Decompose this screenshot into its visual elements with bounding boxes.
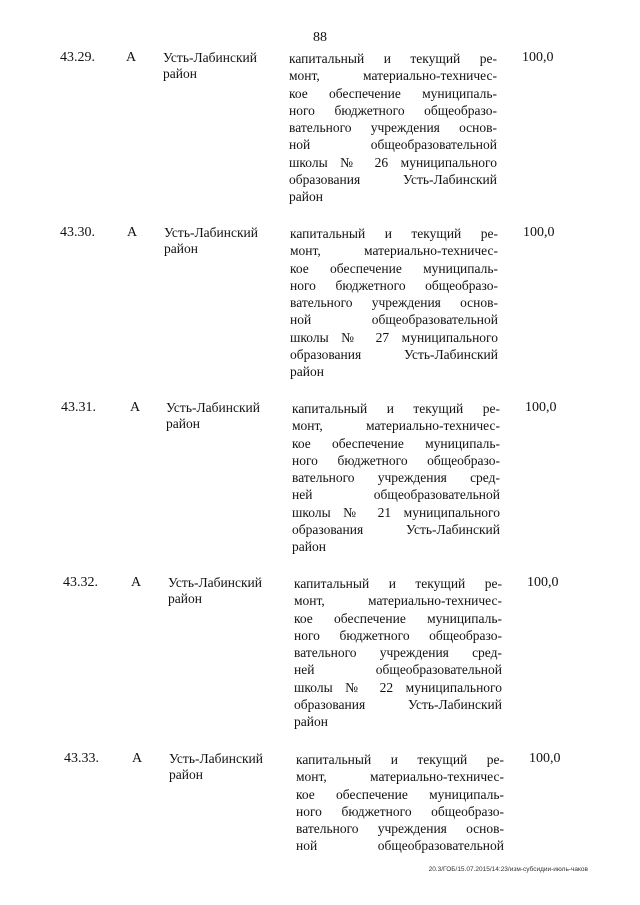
row-description: [292, 400, 500, 556]
desc-line: капитальный и текущий ре-: [294, 576, 502, 591]
desc-line: монт, материально-техничес-: [290, 243, 498, 259]
page-number: 88: [313, 30, 327, 45]
desc-line: ного бюджетного общеобразо-: [296, 803, 504, 819]
region-line: Усть-Лабинский: [169, 751, 263, 766]
desc-line: монт, материально-техничес-: [296, 769, 504, 785]
desc-line: район: [292, 539, 326, 555]
row-region: [169, 751, 289, 783]
desc-line: район: [290, 364, 324, 380]
desc-line: кое обеспечение муниципаль-: [290, 260, 498, 276]
desc-line: кое обеспечение муниципаль-: [294, 610, 502, 626]
row-amount: 100,0: [525, 400, 557, 415]
row-number: 43.33.: [64, 751, 99, 766]
region-line: Усть-Лабинский: [168, 575, 262, 590]
desc-line: школы № 26 муниципального: [289, 154, 497, 170]
row-region: [168, 575, 288, 607]
row-category: А: [127, 225, 138, 240]
row-amount: 100,0: [523, 225, 555, 240]
desc-line: вательного учреждения основ-: [296, 821, 504, 837]
desc-line: ной общеобразовательной: [289, 137, 497, 153]
row-amount: 100,0: [522, 50, 554, 65]
desc-line: вательного учреждения сред-: [292, 470, 500, 486]
desc-line: образования Усть-Лабинский: [289, 172, 497, 188]
desc-line: школы № 27 муниципального: [290, 329, 498, 345]
desc-line: вательного учреждения основ-: [289, 120, 497, 136]
region-line: район: [169, 767, 203, 782]
desc-line: кое обеспечение муниципаль-: [296, 786, 504, 802]
desc-line: образования Усть-Лабинский: [290, 347, 498, 363]
row-region: [163, 50, 283, 82]
desc-line: образования Усть-Лабинский: [294, 697, 502, 713]
desc-line: ного бюджетного общеобразо-: [290, 277, 498, 293]
desc-line: ней общеобразовательной: [292, 487, 500, 503]
row-region: [166, 400, 286, 432]
row-number: 43.31.: [61, 400, 96, 415]
row-amount: 100,0: [529, 751, 561, 766]
row-category: А: [131, 575, 142, 590]
desc-line: район: [289, 189, 323, 205]
desc-line: монт, материально-техничес-: [289, 68, 497, 84]
document-footer: 20.3/ГОБ/15.07.2015/14:23/изм-субсидии-июль-чаков: [428, 866, 588, 873]
row-description: [294, 575, 502, 731]
row-region: [164, 225, 284, 257]
desc-line: капитальный и текущий ре-: [290, 226, 498, 241]
desc-line: кое обеспечение муниципаль-: [289, 85, 497, 101]
row-category: А: [130, 400, 141, 415]
desc-line: капитальный и текущий ре-: [296, 752, 504, 767]
desc-line: ного бюджетного общеобразо-: [294, 627, 502, 643]
desc-line: ней общеобразовательной: [294, 662, 502, 678]
desc-line: район: [294, 714, 328, 730]
row-number: 43.30.: [60, 225, 95, 240]
desc-line: вательного учреждения основ-: [290, 295, 498, 311]
desc-line: образования Усть-Лабинский: [292, 522, 500, 538]
row-category: А: [132, 751, 143, 766]
region-line: район: [163, 66, 197, 81]
row-number: 43.32.: [63, 575, 98, 590]
desc-line: вательного учреждения сред-: [294, 645, 502, 661]
region-line: район: [166, 416, 200, 431]
desc-line: школы № 22 муниципального: [294, 679, 502, 695]
region-line: Усть-Лабинский: [164, 225, 258, 240]
region-line: район: [168, 591, 202, 606]
row-amount: 100,0: [527, 575, 559, 590]
row-description: [289, 50, 497, 206]
desc-line: кое обеспечение муниципаль-: [292, 435, 500, 451]
desc-line: ного бюджетного общеобразо-: [289, 102, 497, 118]
region-line: Усть-Лабинский: [166, 400, 260, 415]
desc-line: капитальный и текущий ре-: [292, 401, 500, 416]
row-category: А: [126, 50, 137, 65]
row-description: [296, 751, 504, 855]
desc-line: школы № 21 муниципального: [292, 504, 500, 520]
desc-line: капитальный и текущий ре-: [289, 51, 497, 66]
desc-line: ного бюджетного общеобразо-: [292, 452, 500, 468]
region-line: Усть-Лабинский: [163, 50, 257, 65]
desc-line: ной общеобразовательной: [290, 312, 498, 328]
region-line: район: [164, 241, 198, 256]
desc-line: монт, материально-техничес-: [292, 418, 500, 434]
desc-line: ной общеобразовательной: [296, 838, 504, 854]
desc-line: монт, материально-техничес-: [294, 593, 502, 609]
row-description: [290, 225, 498, 381]
row-number: 43.29.: [60, 50, 95, 65]
